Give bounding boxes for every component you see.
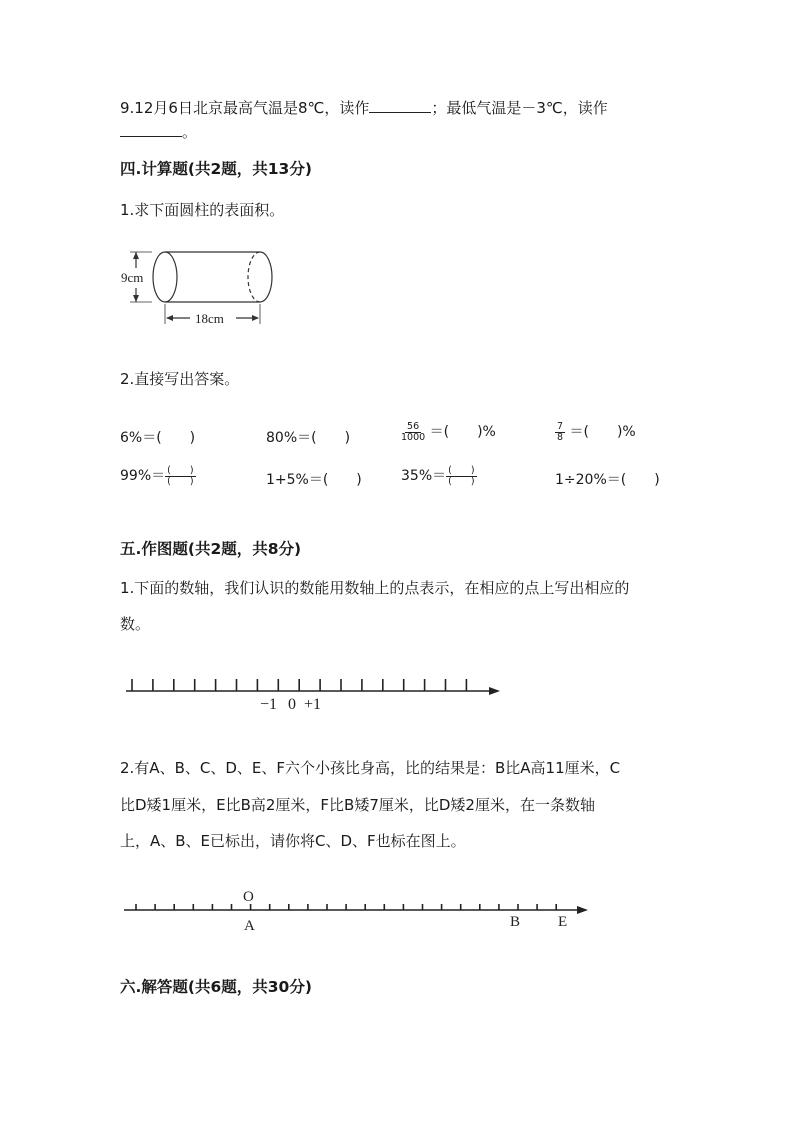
calc-item-fraction: [401, 421, 496, 443]
number-line-ticks: [136, 904, 556, 910]
fraction-denominator: ( ): [167, 475, 194, 487]
section-4-heading: 四.计算题(共2题，共13分): [120, 160, 312, 178]
fraction-denominator: ( ): [448, 475, 475, 487]
height-label: 9cm: [121, 270, 144, 285]
arrowhead-up: [133, 252, 139, 259]
cylinder-right-face-front: [260, 252, 272, 302]
fraction-answer: [446, 466, 476, 487]
fraction-numerator: ( ): [448, 464, 475, 476]
question-9-text-a: 9.12月6日北京最高气温是8℃，读作: [120, 99, 370, 117]
label-minus-one: −1: [260, 696, 278, 713]
section-5-question-1-line1: 1.下面的数轴，我们认识的数能用数轴上的点表示，在相应的点上写出相应的: [120, 579, 630, 597]
section-5-question-2-line3: 上，A、B、E已标出，请你将C、D、F也标在图上。: [120, 832, 466, 850]
label-a: A: [244, 918, 255, 934]
calc-rest: ＝( )%: [565, 424, 636, 440]
section-5-question-2-line1: 2.有A、B、C、D、E、F六个小孩比身高，比的结果是：B比A高11厘米，C: [120, 759, 621, 777]
question-9-end: 。: [182, 123, 198, 141]
arrowhead-down: [133, 295, 139, 302]
answer-blank[interactable]: [369, 98, 431, 113]
fraction-numerator: 56: [407, 420, 420, 432]
arrowhead-right: [252, 315, 259, 321]
question-9-text-b: ；最低气温是－3℃，读作: [431, 99, 608, 117]
label-origin: O: [243, 889, 254, 905]
label-plus-one: +1: [304, 696, 322, 713]
calc-rest: ＝( )%: [425, 424, 496, 440]
length-label: 18cm: [195, 311, 224, 326]
question-9-line1: [120, 97, 608, 118]
arrowhead-left: [166, 315, 173, 321]
section-4-question-1: 1.求下面圆柱的表面积。: [120, 201, 285, 219]
number-line-1: [118, 672, 508, 714]
number-line-arrow: [489, 687, 500, 695]
section-5-heading: 五.作图题(共2题，共8分): [120, 540, 302, 558]
number-line-ticks: [132, 679, 466, 691]
label-b: B: [510, 914, 521, 930]
fraction-denominator: 1000: [401, 431, 426, 443]
calc-item: 1÷20%＝( ): [555, 472, 660, 488]
calc-item-fraction: [401, 465, 477, 487]
calc-item: 80%＝( ): [266, 430, 351, 446]
calc-item-fraction: [555, 421, 636, 443]
section-4-question-2: 2.直接写出答案。: [120, 370, 240, 388]
calc-start: 99%＝: [120, 468, 166, 484]
section-5-question-2-line2: 比D矮1厘米，E比B高2厘米，F比B矮7厘米，比D矮2厘米，在一条数轴: [120, 796, 595, 814]
fraction: [555, 422, 565, 443]
answer-blank[interactable]: [120, 122, 182, 137]
fraction-denominator: 8: [557, 431, 564, 443]
cylinder-right-face-hidden: [248, 252, 260, 302]
number-line-arrow: [577, 906, 588, 914]
section-6-heading: 六.解答题(共6题，共30分): [120, 978, 312, 996]
label-e: E: [558, 914, 568, 930]
cylinder-left-face: [153, 252, 177, 302]
calc-item: 6%＝( ): [120, 430, 196, 446]
calc-start: 35%＝: [401, 468, 447, 484]
fraction: [401, 422, 425, 443]
fraction-numerator: ( ): [167, 464, 194, 476]
calc-item: 1+5%＝( ): [266, 472, 362, 488]
fraction-answer: [165, 466, 195, 487]
calc-item-fraction: [120, 465, 196, 487]
label-zero: 0: [288, 696, 296, 713]
number-line-2: [118, 884, 598, 936]
question-9-line2: [120, 121, 197, 142]
cylinder-figure: [118, 246, 288, 328]
fraction-numerator: 7: [557, 420, 564, 432]
section-5-question-1-line2: 数。: [120, 615, 151, 633]
